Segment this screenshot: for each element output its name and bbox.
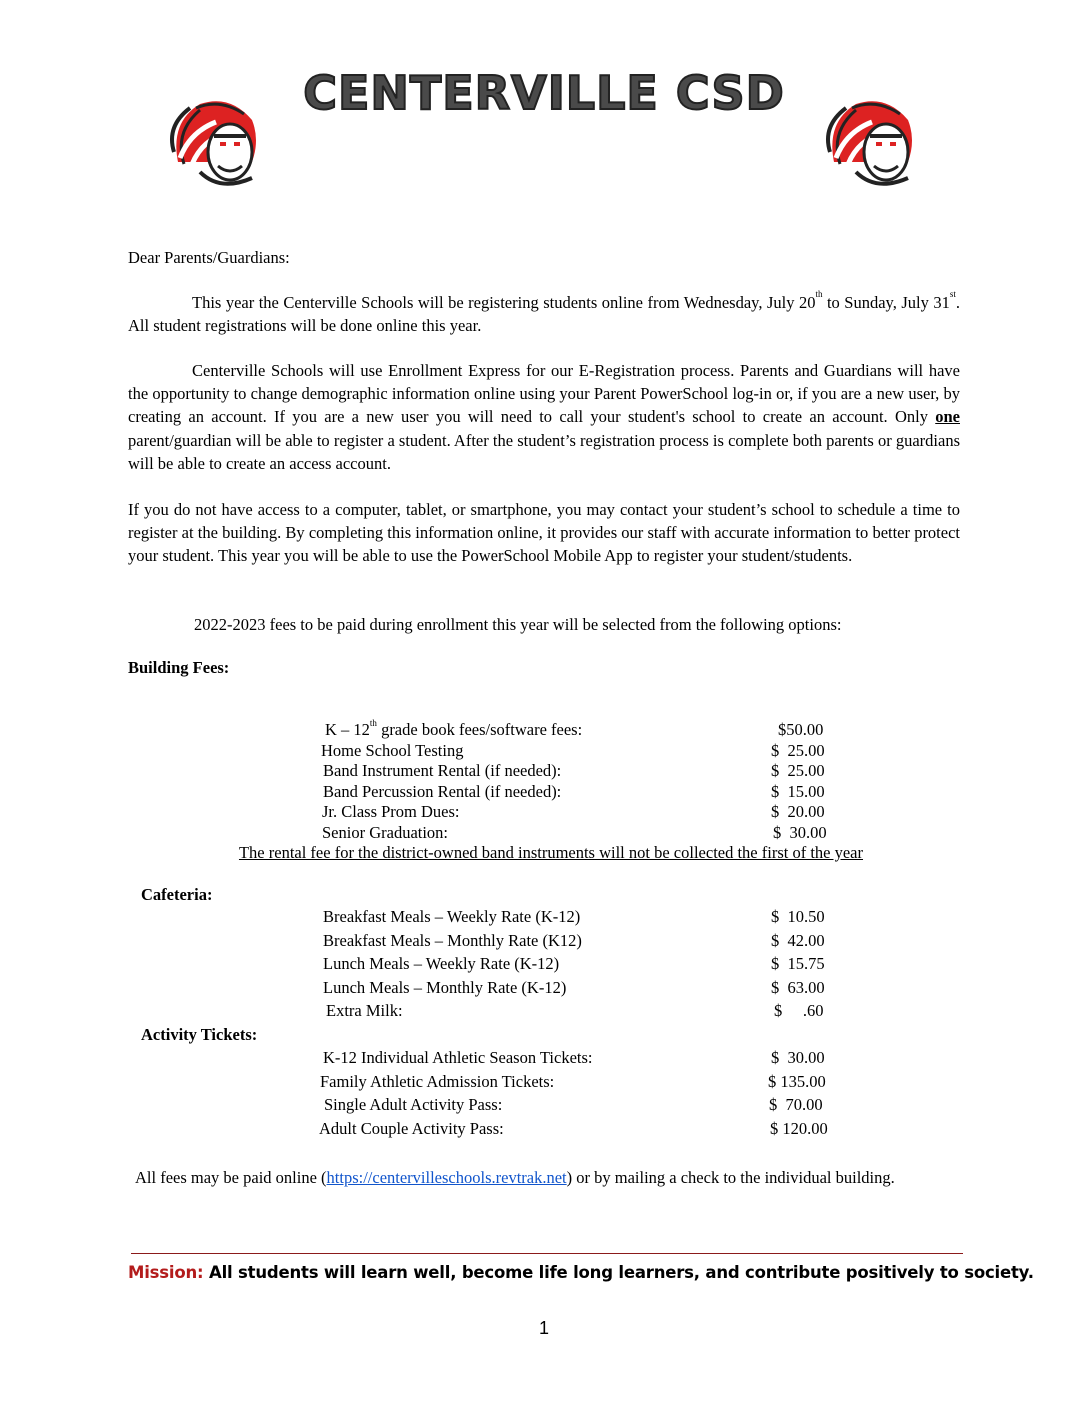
fee-label: Lunch Meals – Weekly Rate (K-12) [323,954,560,973]
fee-amount: $ 20.00 [771,802,825,821]
mission-label: Mission: [128,1263,204,1282]
mission-text: All students will learn well, become life long learners, and contribute positively to society. [203,1263,1034,1282]
fee-label: Senior Graduation: [322,823,449,842]
payment-info: All fees may be paid online (https://centervilleschools.revtrak.net) or by mailing a check to the individual building. [135,1168,895,1187]
fee-label: Home School Testing [321,741,464,760]
fee-label: Lunch Meals – Monthly Rate (K-12) [323,978,567,997]
indian-head-logo-right [816,92,926,192]
fee-amount: $ 25.00 [771,741,825,760]
building-fees-heading: Building Fees: [128,658,230,677]
fee-label: Breakfast Meals – Monthly Rate (K12) [323,931,582,950]
fee-label: Breakfast Meals – Weekly Rate (K-12) [323,907,581,926]
fee-amount: $ 25.00 [771,761,825,780]
cafeteria-heading: Cafeteria: [141,885,213,904]
fee-amount: $50.00 [778,720,824,739]
fee-amount: $ 42.00 [771,931,825,950]
page-title: CENTERVILLE CSD [303,66,785,120]
fee-amount: $ 30.00 [771,1048,825,1067]
emphasis-one: one [935,407,960,427]
activity-tickets-heading: Activity Tickets: [141,1025,258,1044]
fee-amount: $ 15.00 [771,782,825,801]
fee-label: Adult Couple Activity Pass: [319,1119,504,1138]
page-number: 1 [538,1318,549,1338]
fee-amount: $ 30.00 [773,823,827,842]
paragraph-no-computer: If you do not have access to a computer, tablet, or smartphone, you may contact your student’s school to schedule a time to register at the building. By completing this information online, it provides our staff with accurate information to better protect your student. This year you will be able to use the PowerSchool Mobile App to register your student/students. [128,500,960,566]
fee-label: Family Athletic Admission Tickets: [320,1072,555,1091]
fee-amount: $ 10.50 [771,907,825,926]
fee-amount: $ 135.00 [768,1072,826,1091]
salutation: Dear Parents/Guardians: [128,248,290,267]
fee-label: Band Instrument Rental (if needed): [323,761,562,780]
fee-amount: $ 70.00 [769,1095,823,1114]
fee-label: Extra Milk: [326,1001,403,1020]
fee-label: K-12 Individual Athletic Season Tickets: [323,1048,593,1067]
fee-amount: $ 120.00 [770,1119,828,1138]
paragraph-enrollment-express: Centerville Schools will use Enrollment Express for our E-Registration process. Parents and Guardians will have the opportunity to change demographic information online using your Parent PowerSchool log-in or, if you are a new user, by creating an account. If you are a new user you will need to call your student's school to create an account. Only one parent/guardian will be able to register a student. After the student’s registration process is complete both parents or guardians will be able to create an access account. [128,361,960,473]
paragraph-registration-dates: This year the Centerville Schools will be registering students online from Wednesday, July 20th to Sunday, July 31st. All student registrations will be done online this year. [128,289,960,336]
footer-divider [131,1253,963,1254]
paragraph-fees-intro: 2022-2023 fees to be paid during enrollment this year will be selected from the following options: [194,615,842,634]
fee-label: Band Percussion Rental (if needed): [323,782,562,801]
fee-amount: $ 63.00 [771,978,825,997]
indian-head-logo-left [160,92,270,192]
revtrak-link[interactable]: https://centervilleschools.revtrak.net [326,1168,567,1187]
fee-amount: $ .60 [774,1001,824,1020]
rental-fee-note: The rental fee for the district-owned band instruments will not be collected the first of the year [238,843,864,862]
fee-amount: $ 15.75 [771,954,825,973]
fee-label: Single Adult Activity Pass: [324,1095,503,1114]
mission-statement [128,1263,1034,1282]
fee-label: K – 12th grade book fees/software fees: [325,718,583,739]
fee-label: Jr. Class Prom Dues: [322,802,460,821]
